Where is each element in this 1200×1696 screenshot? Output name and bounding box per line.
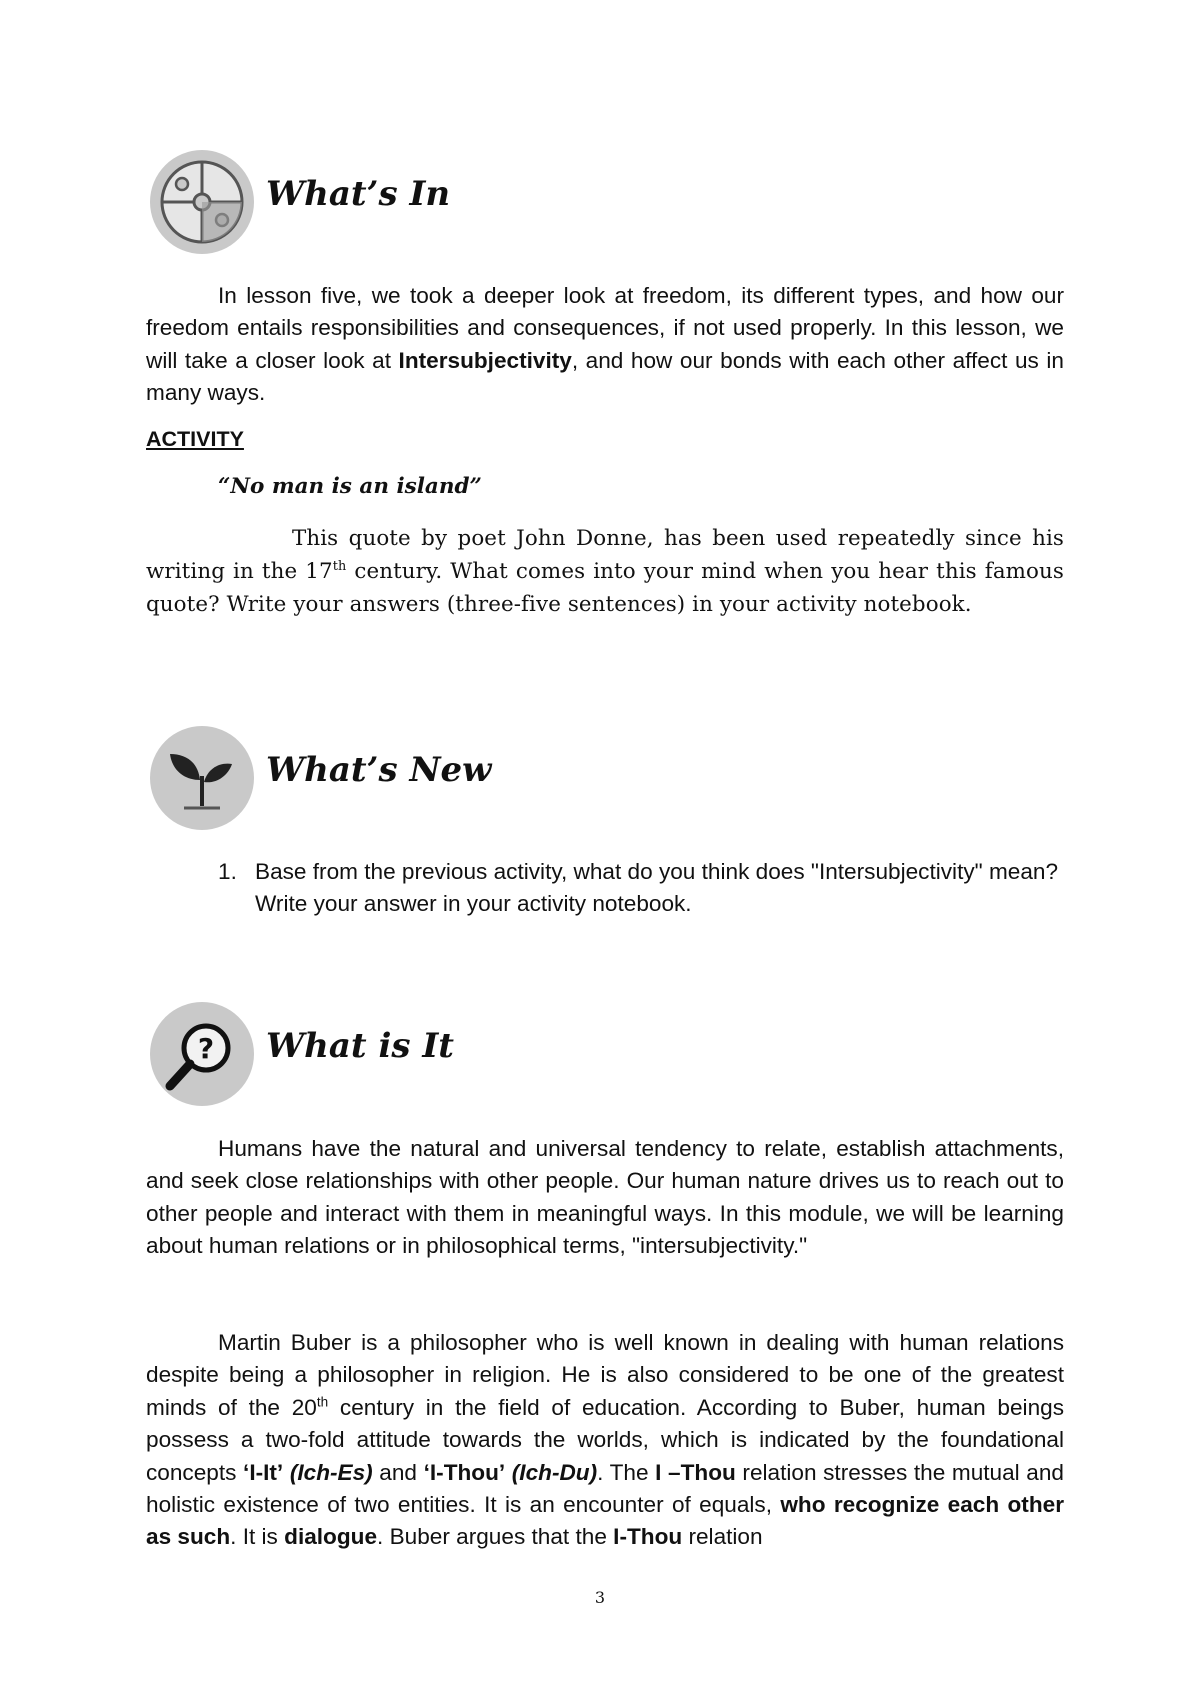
buber-text-5: relation stresses the mutual and holistic existence of two entities. It is an encounter of equals, [146, 1459, 1064, 1518]
puzzle-icon [150, 150, 254, 254]
item-text: Base from the previous activity, what do you think does "Intersubjectivity" mean? Write your answer in your activity notebook. [255, 859, 1059, 917]
svg-text:?: ? [197, 1032, 215, 1065]
buber-text-7: . Buber argues that the [377, 1524, 614, 1550]
i-it-term: ‘I-It’ [243, 1459, 284, 1485]
i-thou-term: ‘I-Thou’ [423, 1459, 506, 1485]
buber-text-6: . It is [230, 1524, 285, 1550]
intro-text-end: , and how our bonds with each other affect us in many ways. [146, 347, 1064, 406]
what-is-it-paragraph-2 [146, 1327, 1064, 1554]
dialogue-term: dialogue [284, 1524, 378, 1550]
section-title-what-is-it: What is It [266, 1026, 454, 1066]
buber-text-1: Martin Buber is a philosopher who is well known in dealing with human relations despite being a philosopher in religion. He is also considered to be one of the greatest minds of the 20 [146, 1330, 1064, 1420]
ich-du-term: (Ich-Du) [505, 1459, 598, 1485]
buber-text-3: and [372, 1459, 424, 1485]
ordinal-suffix: th [316, 1394, 329, 1410]
recognize-phrase: who recognize each other as such [146, 1492, 1064, 1550]
magnifier-question-icon [150, 1002, 254, 1106]
whats-in-header [150, 150, 650, 260]
ordinal-suffix: th [332, 558, 347, 574]
page-number: 3 [594, 1588, 606, 1607]
section-title-whats-in: What’s In [266, 174, 451, 214]
i-thou-term-2: I-Thou [613, 1524, 683, 1550]
intersubjectivity-term: Intersubjectivity [398, 347, 572, 373]
whats-in-intro-paragraph [146, 280, 1064, 410]
numbered-item-1 [218, 856, 1064, 921]
donne-quote: “No man is an island” [218, 474, 482, 499]
intro-text: In lesson five, we took a deeper look at freedom, its different types, and how our freedom entails responsibilities and consequences, if not used properly. In this lesson, we will take a closer look at [146, 283, 1064, 373]
i-thou-relation-term: I –Thou [655, 1459, 736, 1485]
sprout-icon [150, 726, 254, 830]
item-number: 1. [218, 859, 237, 884]
activity-text-end: century. What comes into your mind when you hear this famous quote? Write your answers (three-five sentences) in your activity notebook. [146, 559, 1064, 617]
activity-text: This quote by poet John Donne, has been used repeatedly since his writing in the 17 [146, 526, 1064, 584]
what-is-it-paragraph-1 [146, 1133, 1064, 1263]
ich-es-term: (Ich-Es) [283, 1459, 373, 1485]
buber-text-2: century in the field of education. According to Buber, human beings possess a two-fold attitude towards the worlds, which is indicated by the foundational concepts [146, 1394, 1064, 1485]
what-is-it-header [150, 1002, 650, 1112]
buber-text-4: . The [597, 1459, 656, 1485]
human-relations-text: Humans have the natural and universal tendency to relate, establish attachments, and seek close relationships with other people. Our human nature drives us to reach out to other people and interact with them in meaningful ways. In this module, we will be learning about human relations or in philosophical terms, "intersubjectivity." [146, 1136, 1064, 1259]
whats-new-header [150, 726, 650, 836]
buber-text-8: relation [682, 1524, 763, 1550]
activity-label: ACTIVITY [146, 427, 244, 451]
activity-instructions [146, 522, 1064, 621]
section-title-whats-new: What’s New [266, 750, 492, 790]
